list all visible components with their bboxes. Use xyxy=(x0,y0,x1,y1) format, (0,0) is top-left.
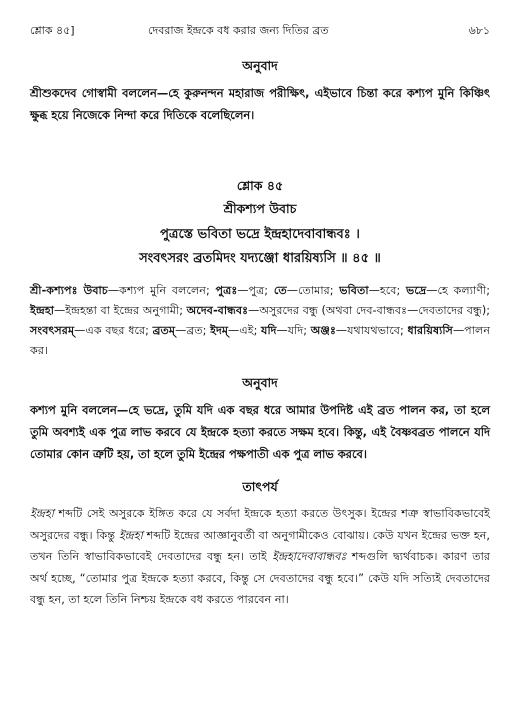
synonym-meaning: —এই; xyxy=(228,324,262,337)
synonym-term: ভদ্রে xyxy=(405,284,427,297)
synonym-term: ব্রতম্ xyxy=(152,324,176,337)
synonym-term: ইদম্ xyxy=(210,324,229,337)
purport-term: ইন্দ্রহা xyxy=(30,507,54,520)
synonym-term: ধারয়িষ্যসি xyxy=(407,324,453,337)
synonym-term: যদি xyxy=(261,324,277,337)
page-number: ৬৮১ xyxy=(468,24,490,37)
verse-line-2: সংবৎসরং ব্রতমিদং যদ্যঞ্জো ধারয়িষ্যসি ॥ ৪৫ ॥ xyxy=(139,251,381,266)
synonym-meaning: —যদি; xyxy=(276,324,311,337)
purport-text-part: শব্দগুলি দ্ব্যর্থবাচক। কারণ তার অর্থ হচ্ছে, “তোমার পুত্র ইন্দ্রকে হত্যা করবে, কিন্তু সে দেবতাদের বন্ধু হবে।” কেউ যদি সত্যিই দেবতাদের বন্ধু হন, তা হলে তিনি নিশ্চয় ইন্দ্রকে বধ করতে পারবেন না। xyxy=(30,550,490,606)
purport-term: ইন্দ্রহা xyxy=(118,528,143,542)
synonym-term: ইন্দ্রহা xyxy=(30,304,54,317)
verse-speaker: শ্রীকশ্যপ উবাচ xyxy=(223,201,297,216)
purport-text-part: শব্দটি সেই অসুরকে ইঙ্গিত করে যে সর্বদা ইন্দ্রকে হত্যা করতে উৎসুক। ইন্দ্রের শত্রু স্বাভাবিকভাবেই অসুরদের বন্ধু। কিন্তু xyxy=(30,507,490,542)
prev-translation-heading: অনুবাদ xyxy=(242,58,278,73)
running-header xyxy=(30,22,490,42)
synonym-term: ভবিতা xyxy=(339,284,369,297)
page xyxy=(30,22,490,611)
synonym-meaning: —তোমার; xyxy=(286,284,340,297)
translation-heading: অনুবাদ xyxy=(242,375,278,390)
header-title: দেবরাজ ইন্দ্রকে বধ করার জন্য দিতির ব্রত xyxy=(148,24,329,37)
synonyms xyxy=(30,281,490,361)
purport-term: ইন্দ্রহাদেবাবান্ধবঃ xyxy=(272,550,347,563)
synonym-meaning: —কশ্যপ মুনি বললেন; xyxy=(107,284,216,297)
synonym-meaning: —হে কল্যাণী; xyxy=(426,284,490,297)
translation-text: কশ্যপ মুনি বললেন—হে ভদ্রে, তুমি যদি এক বছর ধরে আমার উপদিষ্ট এই ব্রত পালন কর, তা হলে তুমি অবশ্যই এক পুত্র লাভ করবে যে ইন্দ্রকে হত্যা করতে সক্ষম হবে। কিন্তু, এই বৈষ্ণবব্রত পালনে যদি তোমার কোন ত্রুটি হয়, তা হলে তুমি ইন্দ্রের পক্ষপাতী এক পুত্র লাভ করবে। xyxy=(30,403,490,461)
purport-text-part: শব্দটি ইন্দ্রের আজ্ঞানুবর্তী বা অনুগামীকেও বোঝায়। কেউ যখন ইন্দ্রের ভক্ত হন, তখন তিনি স্বাভাবিকভাবেই দেবতাদের বন্ধু হন। তাই xyxy=(30,528,490,563)
purport-heading: তাৎপর্য xyxy=(242,479,278,494)
synonym-term: অদেব-বান্ধবঃ xyxy=(186,304,249,317)
synonym-meaning: —ইন্দ্রহন্তা বা ইন্দ্রের অনুগামী; xyxy=(54,304,187,317)
header-verse-ref: শ্লোক ৪৫] xyxy=(30,24,75,37)
synonym-term: সংবৎসরম্ xyxy=(30,324,75,337)
synonym-meaning: —যথাযথভাবে; xyxy=(335,324,408,337)
synonym-term: তে xyxy=(273,284,287,297)
verse-line-1: পুত্রস্তে ভবিতা ভদ্রে ইন্দ্রহাদেবাবান্ধবঃ । xyxy=(160,227,360,242)
synonym-term: অঞ্জঃ xyxy=(310,324,336,337)
synonym-meaning: —অসুরদের বন্ধু (অথবা দেব-বান্ধবঃ—দেবতাদের বন্ধু); xyxy=(248,304,490,317)
synonym-term: শ্রী-কশ্যপঃ উবাচ xyxy=(30,284,108,297)
synonym-meaning: —হবে; xyxy=(368,284,406,297)
synonym-meaning: —এক বছর ধরে; xyxy=(74,324,153,337)
synonym-meaning: —পালন কর। xyxy=(30,324,490,357)
prev-translation-text: শ্রীশুকদেব গোস্বামী বললেন—হে কুরুনন্দন মহারাজ পরীক্ষিৎ, এইভাবে চিন্তা করে কশ্যপ মুনি কিঞ্চিৎ ক্ষুব্ধ হয়ে নিজেকে নিন্দা করে দিতিকে বলেছিলেন। xyxy=(30,86,490,122)
synonym-meaning: —ব্রত; xyxy=(175,324,211,337)
synonym-meaning: —পুত্র; xyxy=(237,284,274,297)
verse-label: শ্লোক ৪৫ xyxy=(236,178,284,193)
purport-text xyxy=(30,503,490,611)
synonym-term: পুত্রঃ xyxy=(215,284,238,297)
